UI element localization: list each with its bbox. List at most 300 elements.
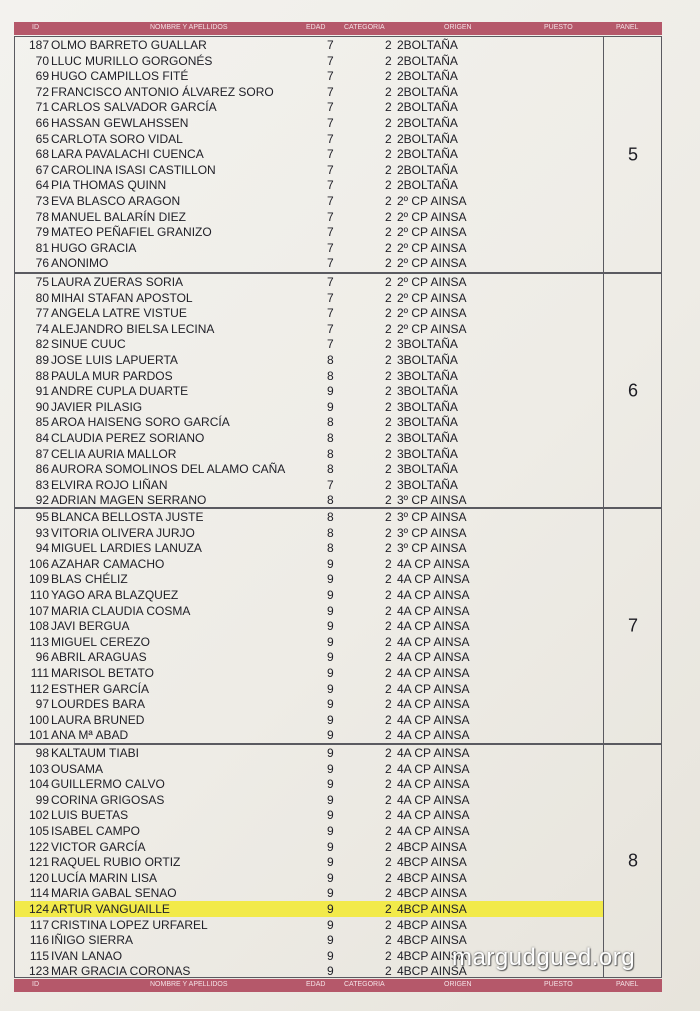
table-row <box>15 255 603 271</box>
table-row <box>15 162 603 178</box>
table-row <box>15 209 603 225</box>
cell-id: 87 <box>35 446 49 461</box>
cell-id: 76 <box>35 256 49 271</box>
table-row <box>15 917 603 933</box>
cell-name: ADRIAN MAGEN SERRANO <box>51 493 207 508</box>
cell-origen: 2BOLTAÑA <box>397 53 458 68</box>
cell-edad: 9 <box>327 933 334 948</box>
cell-categoria: 2 <box>385 541 392 556</box>
cell-name: ELVIRA ROJO LIÑAN <box>51 477 168 492</box>
cell-categoria: 2 <box>385 808 392 823</box>
cell-name: LUCÍA MARIN LISA <box>51 870 158 885</box>
cell-origen: 2º CP AINSA <box>397 306 467 321</box>
cell-categoria: 2 <box>385 131 392 146</box>
cell-id: 67 <box>35 162 49 177</box>
cell-origen: 4A CP AINSA <box>397 697 470 712</box>
cell-id: 100 <box>28 712 49 727</box>
table-row <box>15 571 603 587</box>
cell-categoria: 2 <box>385 917 392 932</box>
cell-edad: 8 <box>327 541 334 556</box>
cell-edad: 9 <box>327 901 334 916</box>
cell-origen: 4A CP AINSA <box>397 728 470 743</box>
cell-edad: 8 <box>327 493 334 508</box>
cell-origen: 3BOLTAÑA <box>397 462 458 477</box>
cell-origen: 2º CP AINSA <box>397 275 467 289</box>
cell-origen: 4A CP AINSA <box>397 619 470 634</box>
cell-edad: 8 <box>327 352 334 367</box>
cell-edad: 7 <box>327 290 334 305</box>
cell-id: 99 <box>35 792 49 807</box>
cell-categoria: 2 <box>385 352 392 367</box>
cell-categoria: 2 <box>385 290 392 305</box>
cell-categoria: 2 <box>385 84 392 99</box>
header-puesto: PUESTO <box>544 24 573 31</box>
cell-name: MIGUEL LARDIES LANUZA <box>51 541 202 556</box>
cell-name: LOURDES BARA <box>51 697 146 712</box>
cell-categoria: 2 <box>385 415 392 430</box>
cell-id: 79 <box>35 225 49 240</box>
cell-edad: 7 <box>327 100 334 115</box>
cell-categoria: 2 <box>385 493 392 508</box>
table-row <box>15 177 603 193</box>
cell-categoria: 2 <box>385 728 392 743</box>
cell-edad: 7 <box>327 209 334 224</box>
table-row <box>15 492 603 508</box>
table-row <box>15 792 603 808</box>
table-row <box>15 224 603 240</box>
cell-edad: 8 <box>327 430 334 445</box>
cell-categoria: 2 <box>385 225 392 240</box>
cell-origen: 3BOLTAÑA <box>397 337 458 352</box>
cell-origen: 4A CP AINSA <box>397 634 470 649</box>
cell-edad: 8 <box>327 368 334 383</box>
cell-categoria: 2 <box>385 572 392 587</box>
cell-categoria: 2 <box>385 603 392 618</box>
header-categoria: CATEGORIA <box>344 981 385 988</box>
cell-name: EVA BLASCO ARAGON <box>51 193 181 208</box>
cell-edad: 9 <box>327 839 334 854</box>
cell-edad: 7 <box>327 147 334 162</box>
table-row <box>15 414 603 430</box>
cell-name: MARIA CLAUDIA COSMA <box>51 603 191 618</box>
cell-origen: 3BOLTAÑA <box>397 446 458 461</box>
cell-id: 187 <box>28 38 49 52</box>
table-row <box>15 761 603 777</box>
cell-id: 77 <box>35 306 49 321</box>
table-row <box>15 556 603 572</box>
table-row-highlighted <box>15 901 603 917</box>
cell-categoria: 2 <box>385 746 392 760</box>
table-row <box>15 84 603 100</box>
cell-origen: 2º CP AINSA <box>397 240 467 255</box>
table-row <box>15 146 603 162</box>
header-origen: ORIGEN <box>444 981 472 988</box>
cell-edad: 9 <box>327 697 334 712</box>
cell-edad: 9 <box>327 665 334 680</box>
cell-id: 103 <box>28 761 49 776</box>
cell-origen: 2BOLTAÑA <box>397 147 458 162</box>
cell-origen: 3BOLTAÑA <box>397 368 458 383</box>
cell-edad: 9 <box>327 619 334 634</box>
cell-id: 106 <box>28 556 49 571</box>
table-row <box>15 807 603 823</box>
table-row <box>15 649 603 665</box>
table-row <box>15 37 603 53</box>
cell-id: 105 <box>28 823 49 838</box>
panel-number: 5 <box>627 144 638 164</box>
table-header-top <box>14 22 662 35</box>
cell-origen: 2BOLTAÑA <box>397 115 458 130</box>
cell-categoria: 2 <box>385 681 392 696</box>
table-row <box>15 99 603 115</box>
cell-origen: 2BOLTAÑA <box>397 178 458 193</box>
header-name: NOMBRE Y APELLIDOS <box>150 981 228 988</box>
cell-id: 89 <box>35 352 49 367</box>
table-row <box>15 193 603 209</box>
cell-edad: 7 <box>327 306 334 321</box>
table-row <box>15 430 603 446</box>
table-row <box>15 839 603 855</box>
cell-name: CORINA GRIGOSAS <box>51 792 165 807</box>
cell-edad: 9 <box>327 634 334 649</box>
cell-origen: 2º CP AINSA <box>397 209 467 224</box>
cell-categoria: 2 <box>385 162 392 177</box>
cell-edad: 9 <box>327 777 334 792</box>
participants-table <box>14 22 662 992</box>
cell-id: 88 <box>35 368 49 383</box>
cell-name: MIHAI STAFAN APOSTOL <box>51 290 193 305</box>
header-puesto: PUESTO <box>544 981 573 988</box>
cell-edad: 8 <box>327 415 334 430</box>
cell-origen: 3º CP AINSA <box>397 525 467 540</box>
cell-name: SINUE CUUC <box>51 337 126 352</box>
cell-categoria: 2 <box>385 839 392 854</box>
cell-name: JAVI BERGUA <box>51 619 130 634</box>
cell-categoria: 2 <box>385 477 392 492</box>
cell-name: CELIA AURIA MALLOR <box>51 446 177 461</box>
cell-categoria: 2 <box>385 337 392 352</box>
cell-name: MARISOL BETATO <box>51 665 154 680</box>
cell-origen: 3BOLTAÑA <box>397 352 458 367</box>
table-row <box>15 321 603 337</box>
cell-categoria: 2 <box>385 193 392 208</box>
cell-edad: 9 <box>327 917 334 932</box>
cell-id: 111 <box>30 665 49 680</box>
cell-origen: 4A CP AINSA <box>397 777 470 792</box>
cell-categoria: 2 <box>385 650 392 665</box>
cell-origen: 4A CP AINSA <box>397 681 470 696</box>
cell-name: IVAN LANAO <box>51 948 123 963</box>
cell-id: 114 <box>29 886 49 901</box>
table-row <box>15 823 603 839</box>
cell-id: 68 <box>35 147 49 162</box>
cell-edad: 9 <box>327 384 334 399</box>
cell-origen: 3º CP AINSA <box>397 510 467 524</box>
cell-edad: 7 <box>327 337 334 352</box>
cell-origen: 2BOLTAÑA <box>397 38 458 52</box>
cell-categoria: 2 <box>385 855 392 870</box>
table-row <box>15 603 603 619</box>
table-row <box>15 305 603 321</box>
header-id: ID <box>32 981 39 988</box>
cell-name: HUGO CAMPILLOS FITÉ <box>51 69 189 84</box>
cell-edad: 8 <box>327 462 334 477</box>
cell-edad: 9 <box>327 808 334 823</box>
cell-origen: 4A CP AINSA <box>397 665 470 680</box>
cell-edad: 7 <box>327 275 334 289</box>
table-row <box>15 665 603 681</box>
cell-name: LARA PAVALACHI CUENCA <box>51 147 204 162</box>
cell-origen: 3BOLTAÑA <box>397 384 458 399</box>
cell-origen: 4BCP AINSA <box>397 855 467 870</box>
cell-name: IÑIGO SIERRA <box>51 933 134 948</box>
cell-name: ARTUR VANGUAILLE <box>51 901 170 916</box>
cell-categoria: 2 <box>385 115 392 130</box>
cell-edad: 9 <box>327 681 334 696</box>
table-row <box>15 587 603 603</box>
panel-number: 8 <box>627 850 638 871</box>
cell-categoria: 2 <box>385 587 392 602</box>
cell-name: MARIA GABAL SENAO <box>51 886 177 901</box>
cell-id: 75 <box>35 275 49 289</box>
cell-id: 95 <box>35 510 49 524</box>
cell-edad: 7 <box>327 131 334 146</box>
cell-id: 108 <box>28 619 49 634</box>
cell-name: VICTOR GARCÍA <box>51 839 146 854</box>
cell-origen: 4A CP AINSA <box>397 808 470 823</box>
cell-categoria: 2 <box>385 53 392 68</box>
cell-origen: 2BOLTAÑA <box>397 131 458 146</box>
header-edad: EDAD <box>306 981 326 988</box>
header-name: NOMBRE Y APELLIDOS <box>150 24 228 31</box>
cell-id: 71 <box>35 100 49 115</box>
cell-edad: 7 <box>327 84 334 99</box>
cell-origen: 2BOLTAÑA <box>397 100 458 115</box>
cell-name: ANONIMO <box>51 256 109 271</box>
cell-name: HASSAN GEWLAHSSEN <box>51 115 189 130</box>
cell-categoria: 2 <box>385 368 392 383</box>
cell-edad: 9 <box>327 556 334 571</box>
cell-edad: 9 <box>327 572 334 587</box>
cell-origen: 3º CP AINSA <box>397 493 467 508</box>
cell-id: 66 <box>35 115 49 130</box>
table-header-bottom <box>14 979 662 992</box>
table-row <box>15 509 603 525</box>
cell-name: CLAUDIA PEREZ SORIANO <box>51 430 205 445</box>
cell-categoria: 2 <box>385 69 392 84</box>
cell-edad: 7 <box>327 178 334 193</box>
cell-categoria: 2 <box>385 100 392 115</box>
cell-name: MAR GRACIA CORONAS <box>51 964 191 979</box>
table-row <box>15 618 603 634</box>
table-row <box>15 368 603 384</box>
cell-origen: 3BOLTAÑA <box>397 430 458 445</box>
cell-origen: 4BCP AINSA <box>397 870 467 885</box>
cell-id: 113 <box>29 634 49 649</box>
cell-categoria: 2 <box>385 510 392 524</box>
cell-name: ANDRE CUPLA DUARTE <box>51 384 189 399</box>
cell-categoria: 2 <box>385 933 392 948</box>
cell-id: 97 <box>35 697 49 712</box>
cell-id: 117 <box>29 917 49 932</box>
table-row <box>15 461 603 477</box>
cell-origen: 4A CP AINSA <box>397 746 470 760</box>
cell-edad: 7 <box>327 256 334 271</box>
table-row <box>15 525 603 541</box>
cell-origen: 4A CP AINSA <box>397 556 470 571</box>
cell-name: CARLOTA SORO VIDAL <box>51 131 183 146</box>
cell-categoria: 2 <box>385 256 392 271</box>
header-categoria: CATEGORIA <box>344 24 385 31</box>
cell-edad: 9 <box>327 399 334 414</box>
cell-categoria: 2 <box>385 634 392 649</box>
cell-origen: 4A CP AINSA <box>397 603 470 618</box>
cell-id: 74 <box>35 321 49 336</box>
cell-categoria: 2 <box>385 901 392 916</box>
cell-edad: 8 <box>327 525 334 540</box>
cell-name: LAURA ZUERAS SORIA <box>51 275 184 289</box>
cell-origen: 4BCP AINSA <box>397 839 467 854</box>
cell-categoria: 2 <box>385 870 392 885</box>
panel-group <box>14 744 662 978</box>
header-origen: ORIGEN <box>444 24 472 31</box>
cell-id: 82 <box>35 337 49 352</box>
cell-edad: 9 <box>327 948 334 963</box>
cell-origen: 2º CP AINSA <box>397 256 467 271</box>
cell-name: CRISTINA LOPEZ URFAREL <box>51 917 208 932</box>
cell-categoria: 2 <box>385 712 392 727</box>
cell-edad: 7 <box>327 225 334 240</box>
table-row <box>15 745 603 761</box>
cell-origen: 3º CP AINSA <box>397 541 467 556</box>
cell-categoria: 2 <box>385 823 392 838</box>
cell-edad: 9 <box>327 886 334 901</box>
cell-id: 72 <box>35 84 49 99</box>
cell-origen: 4BCP AINSA <box>397 886 467 901</box>
cell-name: OLMO BARRETO GUALLAR <box>51 38 207 52</box>
cell-edad: 8 <box>327 446 334 461</box>
cell-id: 96 <box>35 650 49 665</box>
cell-id: 112 <box>29 681 49 696</box>
table-row <box>15 727 603 743</box>
cell-origen: 2º CP AINSA <box>397 225 467 240</box>
cell-edad: 9 <box>327 761 334 776</box>
table-row <box>15 240 603 256</box>
cell-name: RAQUEL RUBIO ORTIZ <box>51 855 181 870</box>
cell-id: 73 <box>35 193 49 208</box>
cell-id: 70 <box>35 53 49 68</box>
cell-id: 101 <box>28 728 49 743</box>
cell-name: LUIS BUETAS <box>51 808 129 823</box>
cell-categoria: 2 <box>385 886 392 901</box>
cell-origen: 4A CP AINSA <box>397 572 470 587</box>
cell-origen: 4BCP AINSA <box>397 901 467 916</box>
cell-origen: 4A CP AINSA <box>397 761 470 776</box>
cell-name: MIGUEL CEREZO <box>51 634 150 649</box>
table-row <box>15 274 603 290</box>
table-row <box>15 870 603 886</box>
cell-origen: 4A CP AINSA <box>397 823 470 838</box>
table-row <box>15 352 603 368</box>
cell-categoria: 2 <box>385 384 392 399</box>
table-row <box>15 115 603 131</box>
cell-edad: 9 <box>327 792 334 807</box>
cell-id: 69 <box>35 69 49 84</box>
table-row <box>15 290 603 306</box>
cell-id: 64 <box>35 178 49 193</box>
cell-edad: 7 <box>327 477 334 492</box>
cell-origen: 4A CP AINSA <box>397 587 470 602</box>
cell-name: AURORA SOMOLINOS DEL ALAMO CAÑA <box>51 462 286 477</box>
table-row <box>15 634 603 650</box>
cell-id: 78 <box>35 209 49 224</box>
cell-id: 123 <box>28 964 49 979</box>
cell-id: 65 <box>35 131 49 146</box>
cell-name: LLUC MURILLO GORGONÉS <box>51 53 213 68</box>
cell-categoria: 2 <box>385 321 392 336</box>
table-row <box>15 854 603 870</box>
cell-name: VITORIA OLIVERA JURJO <box>51 525 195 540</box>
cell-edad: 7 <box>327 115 334 130</box>
cell-name: ALEJANDRO BIELSA LECINA <box>51 321 215 336</box>
cell-categoria: 2 <box>385 948 392 963</box>
cell-origen: 4BCP AINSA <box>397 964 467 979</box>
cell-id: 83 <box>35 477 49 492</box>
cell-id: 107 <box>28 603 49 618</box>
table-row <box>15 681 603 697</box>
cell-id: 85 <box>35 415 49 430</box>
table-row <box>15 477 603 493</box>
cell-name: AZAHAR CAMACHO <box>51 556 165 571</box>
cell-categoria: 2 <box>385 38 392 52</box>
cell-name: JAVIER PILASIG <box>51 399 143 414</box>
cell-categoria: 2 <box>385 399 392 414</box>
cell-origen: 2º CP AINSA <box>397 290 467 305</box>
header-panel: PANEL <box>616 981 639 988</box>
cell-id: 104 <box>28 777 49 792</box>
table-row <box>15 68 603 84</box>
cell-id: 90 <box>35 399 49 414</box>
cell-id: 98 <box>35 746 49 760</box>
panel-number: 6 <box>627 380 638 400</box>
cell-edad: 9 <box>327 823 334 838</box>
cell-origen: 3BOLTAÑA <box>397 399 458 414</box>
cell-origen: 4A CP AINSA <box>397 792 470 807</box>
cell-categoria: 2 <box>385 306 392 321</box>
cell-origen: 4BCP AINSA <box>397 917 467 932</box>
cell-name: LAURA BRUNED <box>51 712 145 727</box>
cell-id: 120 <box>28 870 49 885</box>
cell-id: 86 <box>35 462 49 477</box>
cell-categoria: 2 <box>385 619 392 634</box>
cell-categoria: 2 <box>385 665 392 680</box>
panel-group <box>14 508 662 744</box>
cell-id: 115 <box>29 948 49 963</box>
header-edad: EDAD <box>306 24 326 31</box>
table-row <box>15 131 603 147</box>
cell-name: ANA Mª ABAD <box>51 728 129 743</box>
group-rows <box>15 509 603 743</box>
table-row <box>15 885 603 901</box>
cell-id: 94 <box>35 541 49 556</box>
table-row <box>15 776 603 792</box>
cell-categoria: 2 <box>385 275 392 289</box>
cell-name: KALTAUM TIABI <box>51 746 140 760</box>
panel-group <box>14 273 662 508</box>
cell-edad: 9 <box>327 855 334 870</box>
cell-id: 122 <box>28 839 49 854</box>
cell-name: PAULA MUR PARDOS <box>51 368 173 383</box>
